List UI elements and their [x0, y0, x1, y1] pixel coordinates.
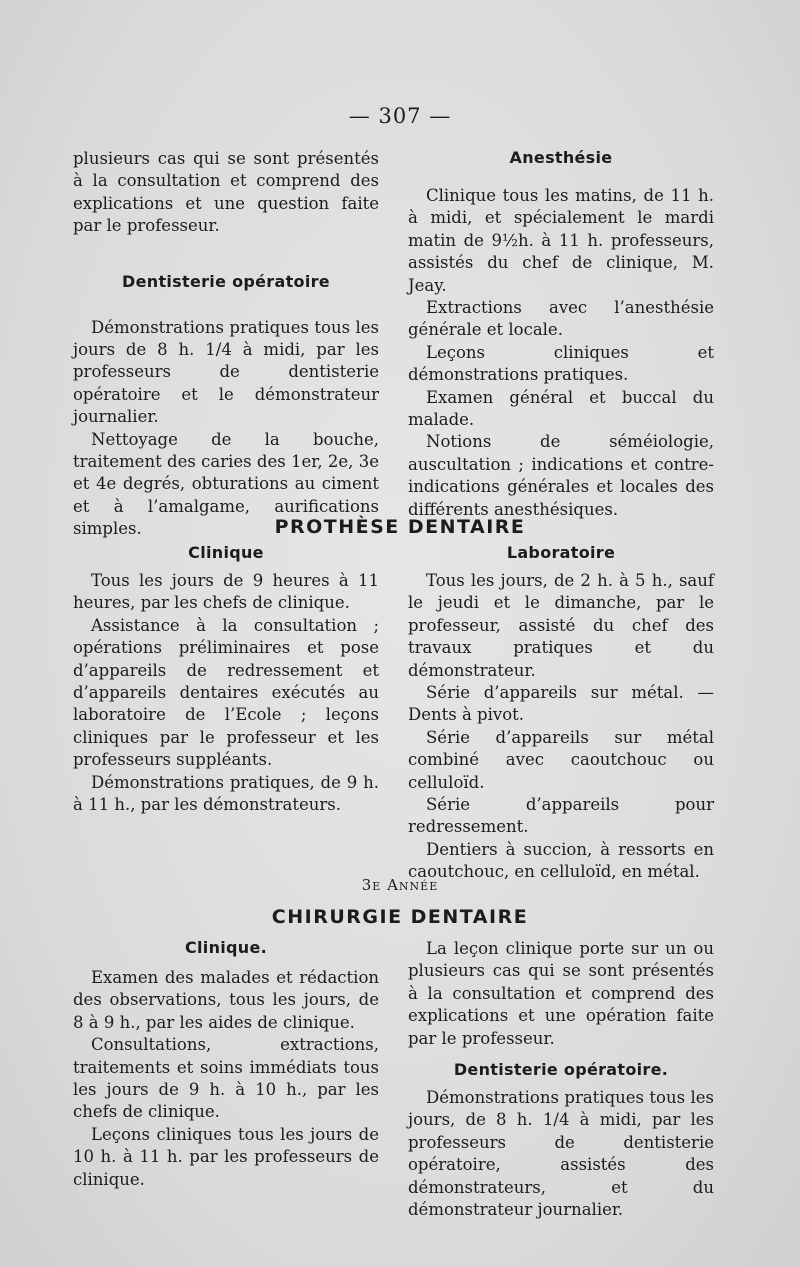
s1-right-p1: Clinique tous les matins, de 11 h. à midi, et spécialement le mardi matin de 9½h. à 11 h. professeurs, assistés du chef de clinique, M. Jeay.	[408, 186, 714, 295]
page-number: — 307 —	[348, 104, 452, 128]
s1-left-p2: Nettoyage de la bouche, traitement des caries des 1er, 2e, 3e et 4e degrés, obturations au ciment et à l’amalgame, aurifications simples.	[73, 429, 379, 539]
s2-right-heading: Laboratoire	[506, 543, 616, 562]
s3-right-heading: Dentisterie opératoire.	[453, 1060, 669, 1080]
s3-right-column	[408, 938, 714, 1221]
s2-right-p5: Dentiers à succion, à ressorts en caoutchouc, en celluloïd, en métal.	[408, 839, 714, 882]
s2-right-column	[408, 543, 714, 884]
s2-left-heading: Clinique	[188, 543, 264, 562]
s2-right-p3: Série d’appareils sur métal combiné avec caoutchouc ou celluloïd.	[408, 727, 714, 792]
s1-left-p1: Démonstrations pratiques tous les jours de 8 h. 1/4 à midi, par les professeurs de dentisterie opératoire et le démonstrateur journalier.	[73, 317, 379, 427]
s3-title: CHIRURGIE DENTAIRE	[271, 906, 529, 928]
s1-left-heading: Dentisterie opératoire	[122, 271, 330, 291]
s2-left-column	[73, 543, 379, 816]
s3-right-p1: La leçon clinique porte sur un ou plusieurs cas qui se sont présentés à la consultation et comprend des explications et une opération faite par le professeur.	[408, 939, 714, 1048]
s3-left-p3: Leçons cliniques tous les jours de 10 h. à 11 h. par les professeurs de clinique.	[73, 1124, 379, 1189]
s3-left-p1: Examen des malades et rédaction des observations, tous les jours, de 8 à 9 h., par les aides de clinique.	[73, 968, 379, 1032]
s1-right-p4: Examen général et buccal du malade.	[408, 387, 714, 430]
s2-right-p4: Série d’appareils pour redressement.	[408, 795, 714, 837]
s1-right-heading: Anesthésie	[509, 148, 613, 167]
s3-year-label: 3e Année	[361, 876, 439, 894]
s3-right-p2: Démonstrations pratiques tous les jours, de 8 h. 1/4 à midi, par les professeurs de dentisterie opératoire, assistés des démonstrateurs, et du démonstrateur journalier.	[408, 1088, 714, 1220]
s3-left-p2: Consultations, extractions, traitements et soins immédiats tous les jours de 9 h. à 10 h., par les chefs de clinique.	[73, 1035, 379, 1122]
s2-right-p2: Série d’appareils sur métal. — Dents à pivot.	[408, 683, 714, 725]
s2-right-p1: Tous les jours, de 2 h. à 5 h., sauf le jeudi et le dimanche, par le professeur, assisté du chef des travaux pratiques et du démonstrateur.	[408, 571, 714, 680]
s1-right-column	[408, 148, 714, 521]
s2-title: PROTHÈSE DENTAIRE	[274, 516, 526, 538]
s1-left-intro: plusieurs cas qui se sont présentés à la consultation et comprend des explications et une question faite par le professeur.	[73, 149, 379, 236]
s1-right-p5: Notions de séméiologie, auscultation ; indications et contre-indications générales et locales des différents anesthésiques.	[408, 432, 714, 519]
s3-left-column	[73, 938, 379, 1191]
s2-left-p1: Tous les jours de 9 heures à 11 heures, par les chefs de clinique.	[73, 571, 379, 613]
s1-left-column	[73, 148, 379, 541]
s3-left-heading: Clinique.	[184, 938, 268, 957]
s1-right-p3: Leçons cliniques et démonstrations pratiques.	[408, 342, 714, 385]
s1-right-p2: Extractions avec l’anesthésie générale et locale.	[408, 298, 714, 340]
s2-left-p2: Assistance à la consultation ; opérations préliminaires et pose d’appareils de redressement et d’appareils dentaires exécutés au laboratoire de l’Ecole ; leçons cliniques par le professeur et les professeurs suppléants.	[73, 615, 379, 770]
s2-left-p3: Démonstrations pratiques, de 9 h. à 11 h., par les démonstrateurs.	[73, 772, 379, 815]
